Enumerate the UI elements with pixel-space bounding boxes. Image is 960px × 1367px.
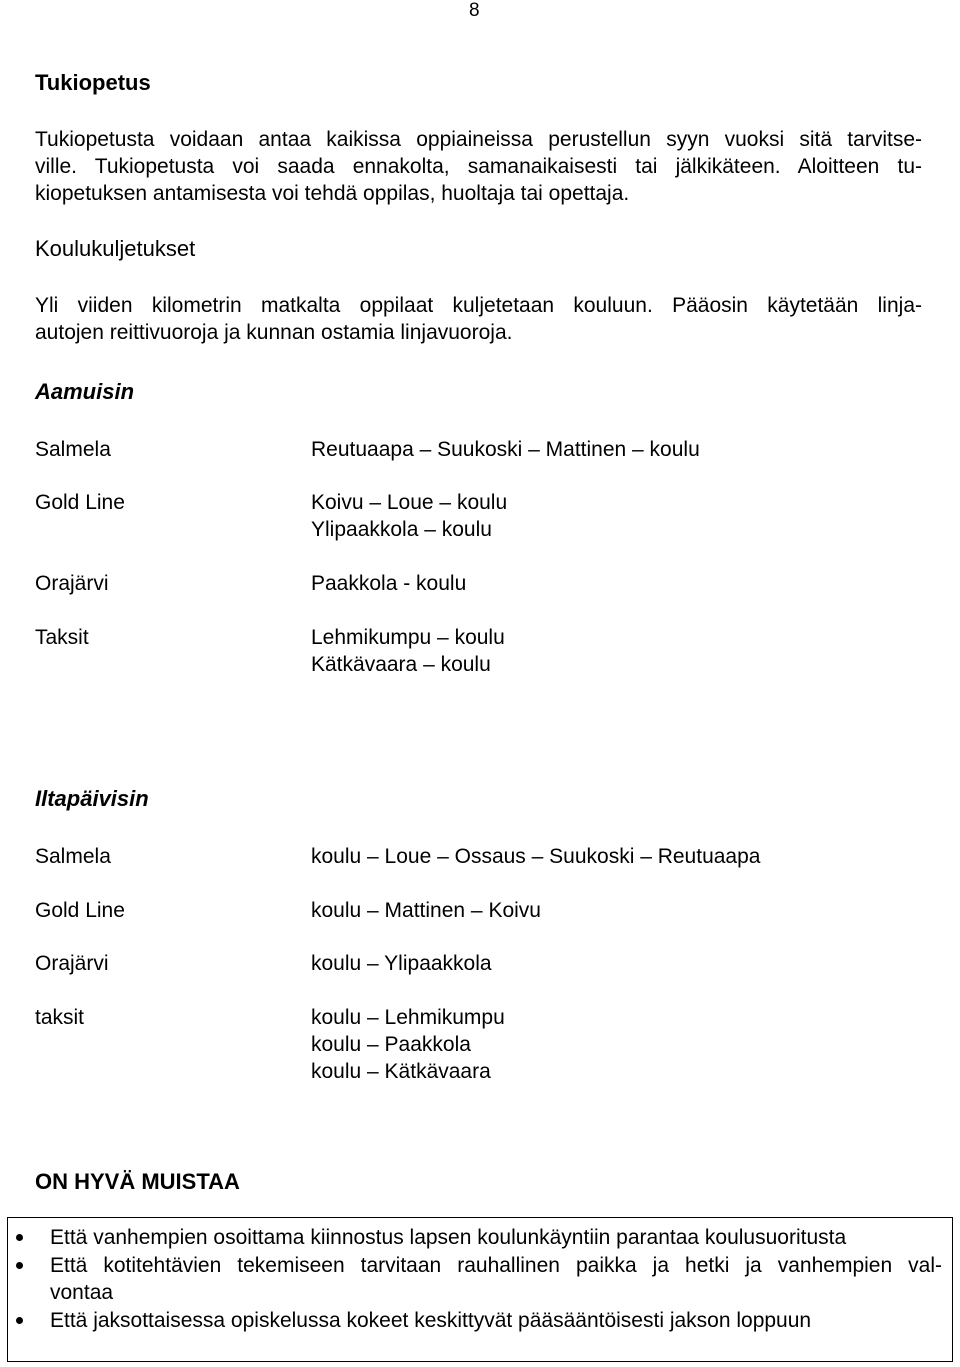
paragraph-line: kiopetuksen antamisesta voi tehdä oppilas, huoltaja tai opettaja.: [35, 182, 630, 205]
bullet-icon: [16, 1262, 23, 1269]
bus-operator: Salmela: [35, 438, 111, 461]
route-line: Reutuaapa – Suukoski – Mattinen – koulu: [311, 438, 700, 461]
route-list: [311, 843, 760, 870]
reminder-box: [7, 1217, 953, 1362]
route-line: Kätkävaara – koulu: [311, 653, 491, 676]
route-list: [311, 436, 700, 463]
reminder-text: [50, 1307, 942, 1334]
bus-operator: Orajärvi: [35, 952, 109, 975]
reminder-text: [50, 1252, 942, 1306]
koulukuljetukset-paragraph: [35, 292, 922, 346]
section-heading-koulukuljetukset: Koulukuljetukset: [35, 236, 196, 261]
reminder-text: [50, 1224, 942, 1251]
paragraph-line: Tukiopetusta voidaan antaa kaikissa oppiaineissa perustellun syyn vuoksi sitä tarvitse-: [35, 128, 922, 151]
bullet-icon: [16, 1234, 23, 1241]
route-line: koulu – Kätkävaara: [311, 1060, 491, 1083]
section-heading-aamuisin: Aamuisin: [35, 379, 135, 404]
route-list: [311, 624, 505, 678]
paragraph-line: ville. Tukiopetusta voi saada ennakolta, samanaikaisesti tai jälkikäteen. Aloitteen tu-: [35, 155, 922, 178]
paragraph-line: autojen reittivuoroja ja kunnan ostamia linjavuoroja.: [35, 321, 513, 344]
paragraph-line: Yli viiden kilometrin matkalta oppilaat kuljetetaan kouluun. Pääosin käytetään linja-: [35, 294, 922, 317]
section-heading-iltapaivisin: Iltapäivisin: [35, 786, 149, 811]
route-line: koulu – Mattinen – Koivu: [311, 899, 541, 922]
route-list: [311, 950, 492, 977]
route-line: koulu – Lehmikumpu: [311, 1006, 505, 1029]
route-line: koulu – Ylipaakkola: [311, 952, 492, 975]
bus-operator: Salmela: [35, 845, 111, 868]
route-list: [311, 489, 507, 543]
tukiopetus-paragraph: [35, 126, 922, 207]
reminder-line: vontaa: [50, 1281, 114, 1304]
section-heading-reminders: ON HYVÄ MUISTAA: [35, 1169, 240, 1194]
bus-operator: Taksit: [35, 626, 89, 649]
bus-operator: Orajärvi: [35, 572, 109, 595]
bus-operator: Gold Line: [35, 899, 125, 922]
page-number: 8: [469, 0, 480, 21]
route-list: [311, 570, 466, 597]
route-list: [311, 897, 541, 924]
bus-operator: Gold Line: [35, 491, 125, 514]
reminder-line: Että jaksottaisessa opiskelussa kokeet keskittyvät pääsääntöisesti jakson loppuun: [50, 1309, 812, 1332]
section-heading-tukiopetus: Tukiopetus: [35, 70, 151, 95]
route-list: [311, 1004, 505, 1085]
reminder-line: Että kotitehtävien tekemiseen tarvitaan rauhallinen paikka ja hetki ja vanhempien val-: [50, 1254, 942, 1277]
reminder-line: Että vanhempien osoittama kiinnostus lapsen koulunkäyntiin parantaa koulusuoritusta: [50, 1226, 847, 1249]
bullet-icon: [16, 1317, 23, 1324]
route-line: Paakkola - koulu: [311, 572, 467, 595]
route-line: Lehmikumpu – koulu: [311, 626, 505, 649]
route-line: koulu – Loue – Ossaus – Suukoski – Reutuaapa: [311, 845, 761, 868]
route-line: Ylipaakkola – koulu: [311, 518, 492, 541]
bus-operator: taksit: [35, 1006, 85, 1029]
route-line: Koivu – Loue – koulu: [311, 491, 508, 514]
route-line: koulu – Paakkola: [311, 1033, 471, 1056]
